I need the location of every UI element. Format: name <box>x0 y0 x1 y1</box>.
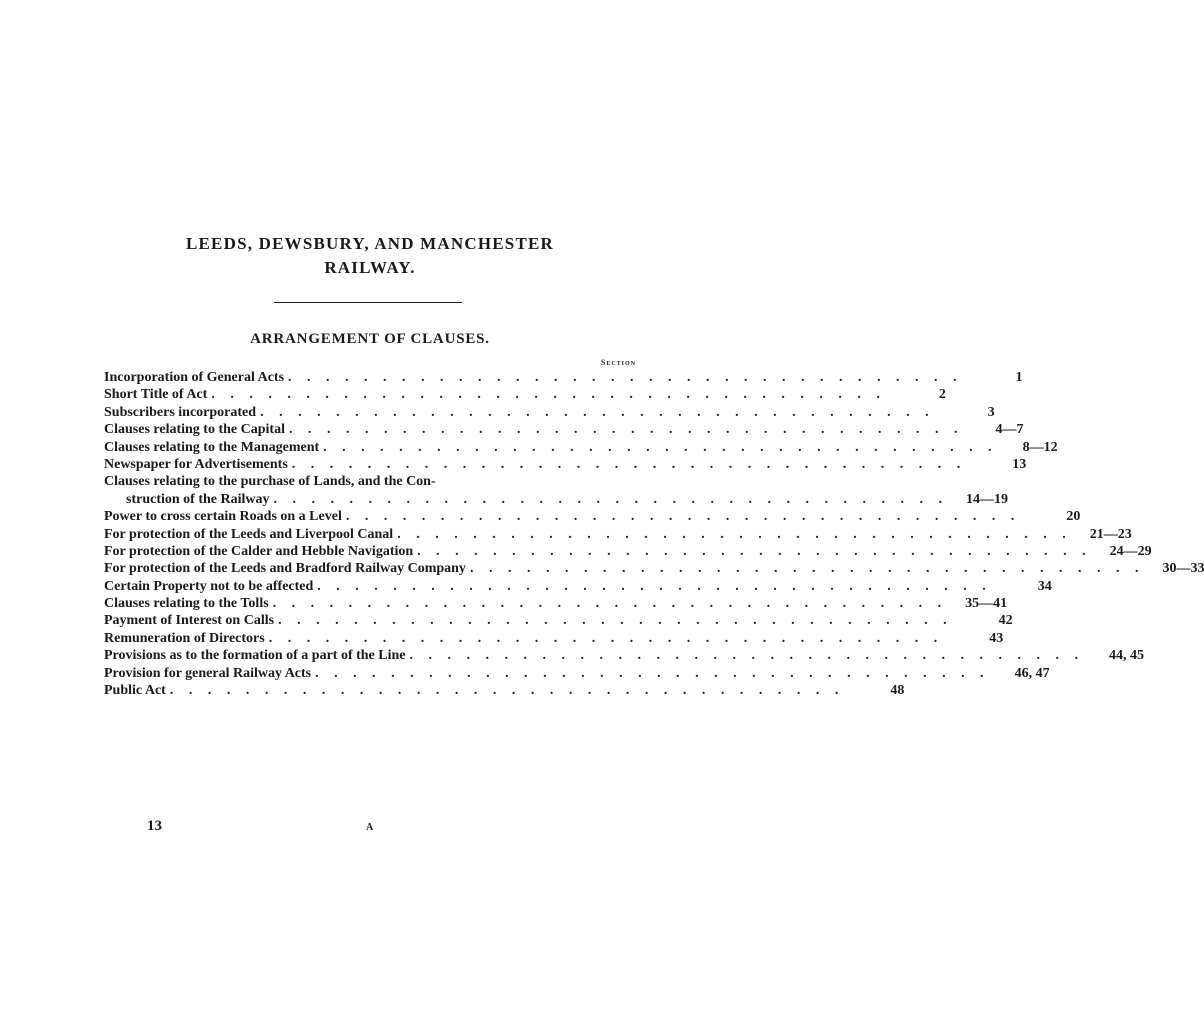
clause-title: Public Act <box>104 683 166 699</box>
dot-leader: . . . . . . . . . . . . . . . . . . . . . . . . . . . . . . . . . . . . <box>169 683 845 699</box>
clause-title: Certain Property not to be affected <box>104 578 314 594</box>
clause-section-number: 43 <box>989 630 1004 646</box>
dot-leader: . . . . . . . . . . . . . . . . . . . . . . . . . . . . . . . . . . . . <box>273 491 948 507</box>
dot-leader: . . . . . . . . . . . . . . . . . . . . . . . . . . . . . . . . . . . . <box>315 665 990 681</box>
clause-title: Provisions as to the formation of a part of the Line <box>104 648 406 664</box>
clause-title: Payment of Interest on Calls <box>104 613 275 629</box>
dot-leader: . . . . . . . . . . . . . . . . . . . . . . . . . . . . . . . . . . . . <box>469 561 1145 577</box>
title-divider <box>274 302 462 303</box>
clause-section-number: 46, 47 <box>1014 665 1050 681</box>
clause-section-number: 48 <box>890 683 905 699</box>
printer-signature-number: 13 <box>147 818 162 834</box>
clause-title: For protection of the Calder and Hebble Navigation <box>104 543 414 559</box>
clause-row <box>104 560 1204 577</box>
dot-leader: . . . . . . . . . . . . . . . . . . . . . . . . . . . . . . . . . . . . <box>260 404 935 420</box>
dot-leader: . . . . . . . . . . . . . . . . . . . . . . . . . . . . . . . . . . . . <box>397 526 1072 542</box>
dot-leader: . . . . . . . . . . . . . . . . . . . . . . . . . . . . . . . . . . . . <box>211 387 886 403</box>
clause-title: Incorporation of General Acts <box>104 370 285 385</box>
clause-section-number: 30—33 <box>1162 561 1204 577</box>
clause-section-number: 20 <box>1066 509 1081 525</box>
clause-section-number: 13 <box>1012 456 1027 472</box>
clause-row <box>104 369 1023 386</box>
clause-title: For protection of the Leeds and Liverpool Canal <box>104 526 394 542</box>
clause-row <box>104 456 1027 473</box>
dot-leader: . . . . . . . . . . . . . . . . . . . . . . . . . . . . . . . . . . . . <box>272 596 948 612</box>
clause-row <box>104 630 1004 647</box>
clause-title: Clauses relating to the Management <box>104 439 320 455</box>
section-heading: ARRANGEMENT OF CLAUSES. <box>250 331 490 347</box>
dot-leader: . . . . . . . . . . . . . . . . . . . . . . . . . . . . . . . . . . . . <box>291 456 967 472</box>
clause-row <box>104 578 1052 595</box>
clause-section-number: 35—41 <box>965 596 1008 612</box>
clause-row <box>104 682 905 699</box>
clause-section-number: 42 <box>998 613 1013 629</box>
dot-leader: . . . . . . . . . . . . . . . . . . . . . . . . . . . . . . . . . . . . <box>417 543 1092 559</box>
clause-title: Newspaper for Advertisements <box>104 456 288 472</box>
dot-leader: . . . . . . . . . . . . . . . . . . . . . . . . . . . . . . . . . . . . <box>409 648 1084 664</box>
clause-title: Clauses relating to the Capital <box>104 422 285 438</box>
clause-row <box>104 612 1013 629</box>
document-title-line-1: LEEDS, DEWSBURY, AND MANCHESTER <box>185 234 555 253</box>
clause-row <box>104 508 1081 525</box>
dot-leader: . . . . . . . . . . . . . . . . . . . . . . . . . . . . . . . . . . . . <box>288 422 964 438</box>
clause-section-number: 14—19 <box>966 491 1008 507</box>
clause-title: For protection of the Leeds and Bradford Railway Company <box>104 561 466 577</box>
clause-title: struction of the Railway <box>126 491 270 507</box>
clause-section-number: 44, 45 <box>1109 648 1144 664</box>
clause-row <box>104 543 1152 560</box>
clause-title: Provision for general Railway Acts <box>104 665 312 681</box>
dot-leader: . . . . . . . . . . . . . . . . . . . . . . . . . . . . . . . . . . . . <box>323 439 998 455</box>
clause-section-number: 2 <box>938 387 946 403</box>
clause-row <box>104 386 946 403</box>
clause-row <box>104 526 1132 543</box>
clause-title: Short Title of Act <box>104 387 208 403</box>
clauses-list <box>104 369 1204 699</box>
clause-title: Subscribers incorporated <box>104 404 257 420</box>
clause-row <box>104 595 1008 612</box>
clause-section-number: 8—12 <box>1022 439 1058 455</box>
clause-title: Clauses relating to the purchase of Lands, and the Con- <box>104 474 436 490</box>
clause-section-number: 34 <box>1037 578 1052 594</box>
printer-signature-mark: A <box>366 822 374 833</box>
clause-row <box>104 439 1058 456</box>
clause-section-number: 24—29 <box>1109 543 1152 559</box>
clause-row <box>104 473 636 490</box>
clause-row <box>104 665 1050 682</box>
section-column-label: Section <box>600 358 636 367</box>
dot-leader: . . . . . . . . . . . . . . . . . . . . . . . . . . . . . . . . . . . . <box>345 509 1021 525</box>
dot-leader: . . . . . . . . . . . . . . . . . . . . . . . . . . . . . . . . . . . . <box>268 630 944 646</box>
dot-leader: . . . . . . . . . . . . . . . . . . . . . . . . . . . . . . . . . . . . <box>317 578 992 594</box>
clause-title: Power to cross certain Roads on a Level <box>104 509 342 525</box>
clause-row <box>104 421 1024 438</box>
clause-row <box>104 404 995 421</box>
clause-section-number: 1 <box>1015 370 1023 385</box>
clause-row <box>104 491 1008 508</box>
clause-title: Remuneration of Directors <box>104 630 265 646</box>
dot-leader: . . . . . . . . . . . . . . . . . . . . . . . . . . . . . . . . . . . . <box>288 370 963 385</box>
clause-section-number: 3 <box>987 404 995 420</box>
clause-title: Clauses relating to the Tolls <box>104 596 269 612</box>
clause-section-number: 4—7 <box>995 422 1024 438</box>
clause-row <box>104 647 1144 664</box>
clause-section-number: 21—23 <box>1089 526 1132 542</box>
document-title-line-2: RAILWAY. <box>324 258 416 277</box>
dot-leader: . . . . . . . . . . . . . . . . . . . . . . . . . . . . . . . . . . . . <box>278 613 953 629</box>
